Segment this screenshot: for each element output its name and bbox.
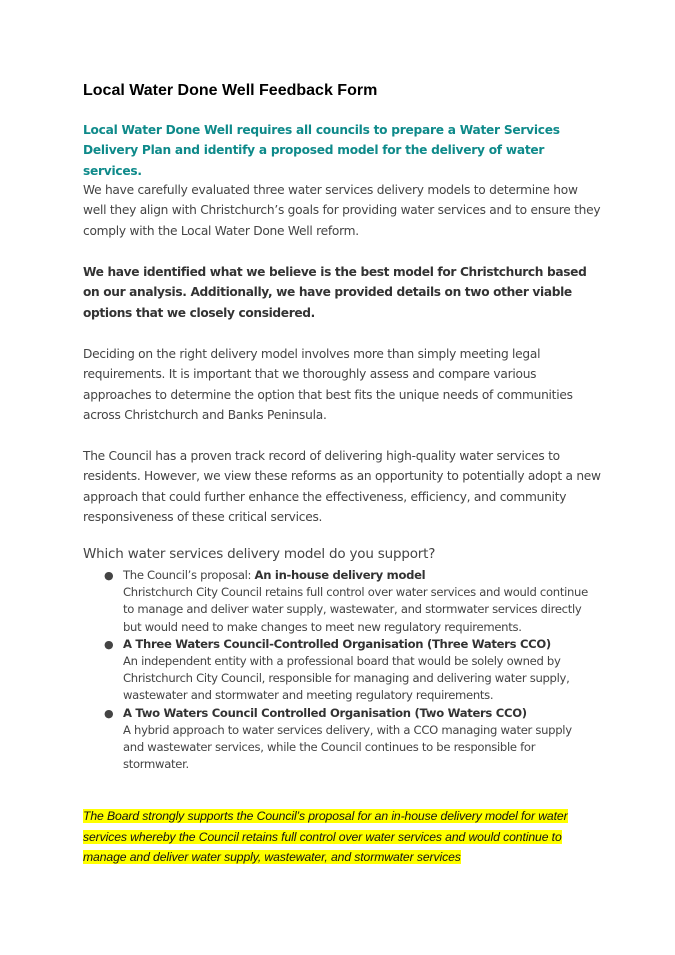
- evaluation-paragraph: We have carefully evaluated three water services delivery models to determine how well they align with Christchurch’s goals for providing water services and to ensure they comply with the Local Water Done Well reform.: [83, 183, 601, 238]
- lead-paragraph: Local Water Done Well requires all councils to prepare a Water Services Delivery Plan and identify a proposed model for the delivery of water services.: [83, 123, 560, 178]
- option-title: A Three Waters Council-Controlled Organisation (Three Waters CCO): [123, 636, 551, 651]
- delivery-model-question: Which water services delivery model do you support?: [83, 546, 436, 562]
- option-title: A Two Waters Council Controlled Organisation (Two Waters CCO): [123, 705, 527, 720]
- delivery-model-options: [104, 567, 593, 773]
- option-three-waters-cco: [104, 636, 593, 705]
- option-description: An independent entity with a professional board that would be solely owned by Christchurch City Council, responsible for managing and delivering water supply, wastewater and stormwater and meeting regulatory requirements.: [123, 654, 570, 703]
- bullet-icon: ●: [104, 637, 114, 651]
- council-record-paragraph: The Council has a proven track record of delivering high-quality water services to residents. However, we view these reforms as an opportunity to potentially adopt a new approach that could further enhance the effectiveness, efficiency, and community responsiveness of these critical services.: [83, 449, 601, 525]
- option-heading: [123, 567, 593, 584]
- option-description: A hybrid approach to water services delivery, with a CCO managing water supply and wastewater services, while the Council continues to be responsible for stormwater.: [123, 722, 572, 772]
- best-model-paragraph: We have identified what we believe is the best model for Christchurch based on our analysis. Additionally, we have provided details on two other viable options that we closely considered.: [83, 265, 587, 320]
- option-title: An in-house delivery model: [254, 568, 426, 582]
- bullet-icon: ●: [104, 706, 114, 720]
- option-prefix: The Council’s proposal:: [123, 568, 255, 582]
- bullet-icon: ●: [104, 569, 114, 582]
- decision-paragraph: Deciding on the right delivery model involves more than simply meeting legal requirements. It is important that we thoroughly assess and compare various approaches to determine the option that best fits the unique needs of communities across Christchurch and Banks Peninsula.: [83, 347, 573, 423]
- option-description: Christchurch City Council retains full control over water services and would continue to manage and deliver water supply, wastewater, and stormwater services directly but would need to make changes to meet new regulatory requirements.: [123, 585, 588, 634]
- option-two-waters-cco: [104, 705, 593, 774]
- highlighted-response-text: The Board strongly supports the Council’s proposal for an in-house delivery model for water services whereby the Council retains full control over water services and would continue to manage and deliver water supply, wastewater, and stormwater services: [83, 809, 568, 864]
- option-in-house: [104, 567, 593, 636]
- board-response: [83, 806, 593, 868]
- page-title: Local Water Done Well Feedback Form: [83, 82, 378, 99]
